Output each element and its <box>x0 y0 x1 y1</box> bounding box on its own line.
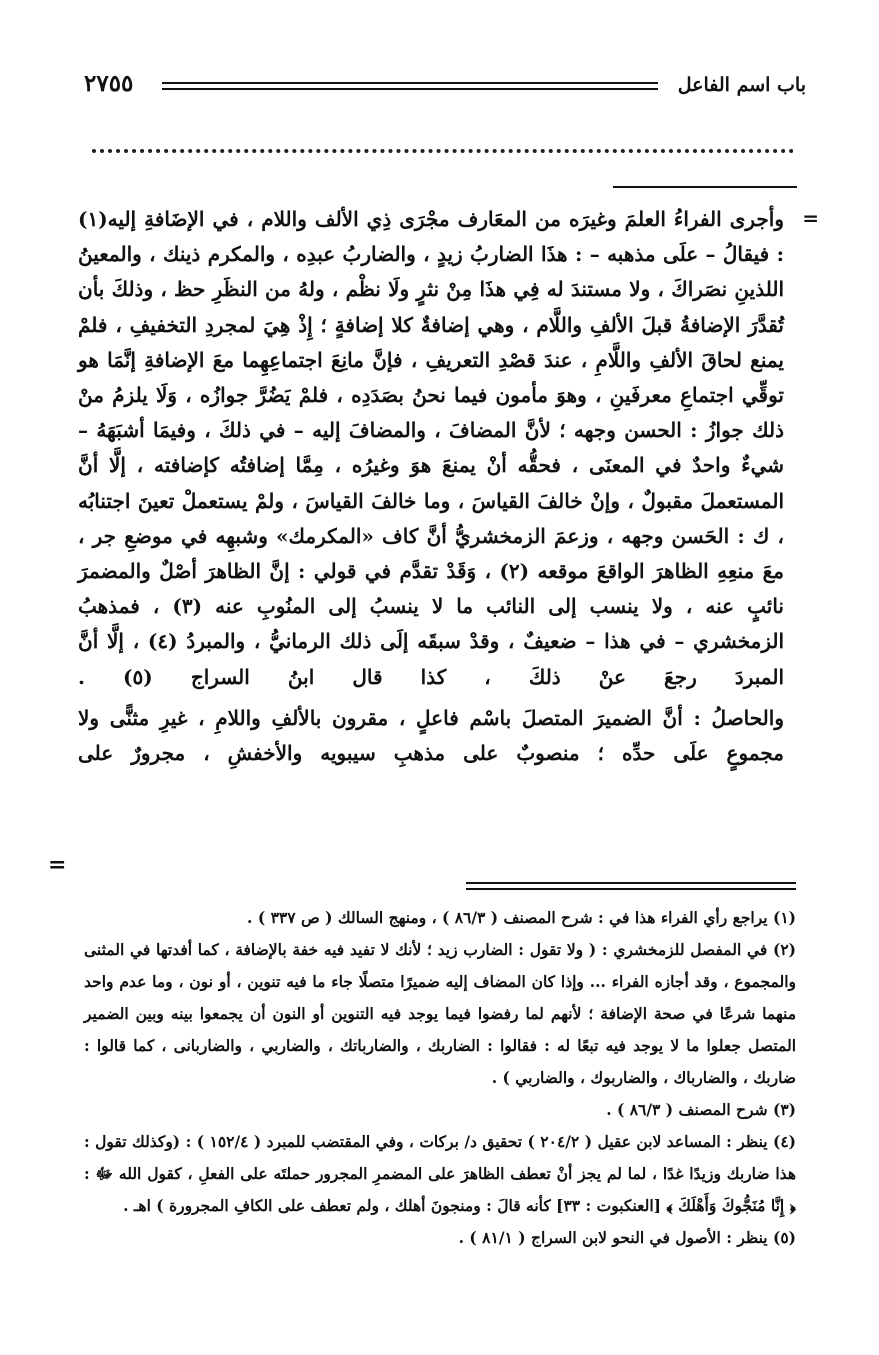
body-paragraph-1: وأجرى الفراءُ العلمَ وغيرَه من المعَارف مجْرَى ذِي الألف واللام ، في الإضَافةِ إليه(١) : فيقالُ – علَى مذهبه – : هذَا الضاربُ زيدٍ ، والضاربُ عبدِه ، والمكرم ذينك ، والمعينُ اللذينِ نصَراكَ ، ولا مستندَ له فِي هذَا مِنْ نثرٍ ولَا نظْم ، ولهُ من النظَرِ حظ ، وذلكَ بأن تُقدَّرَ الإضافةُ قبلَ الألفِ واللَّام ، وهي إضافةٌ كلا إضافةٍ ؛ إِذْ هِيَ لمجردِ التخفيفِ ، فلمْ يمنع لحاقَ الألفِ واللَّامِ ، عندَ قصْدِ التعريفِ ، فإنَّ مانِعَ اجتماعِهِما معَ الإضافةِ إنَّمَا هو توقِّي اجتماعِ معرفَينِ ، وهوَ مأمون فيما نحنُ بصَدَدِه ، فلمْ يَضُرَّ جوازُه ، وَلَا يلزمُ منْ ذلك جوازُ : الحسن وجهه ؛ لأنَّ المضافَ ، والمضافَ إليه – في ذلكَ ، وفيمَا أشبَهَهُ – شيءٌ واحدٌ في المعنَى ، فحقُّه أنْ يمنعَ هوَ وغيرُه ، مِمَّا إضافتُه كإضافته ، إلَّا أنَّ المستعملَ مقبولٌ ، وإنْ خالفَ القياسَ ، وما خالفَ القياسَ ، ولمْ يستعملْ تعينَ اجتنابُه ، ك : الحَسن وجهه ، وزعمَ الزمخشريُّ أنَّ كاف «المكرمك» وشبهِه في موضعِ جر ، معَ منعِهِ الظاهرَ الواقعَ موقعه (٢) ، وَقَدْ تقدَّم في قولي : إنَّ الظاهرَ أصْلٌ والمضمرَ نائبٍ عنه ، ولا ينسب إلى النائب ما لا ينسبُ إلى المنُوبِ عنه (٣) ، فمذهبُ الزمخشري – في هذا – ضعيفٌ ، وقدْ سبقَه إلَى ذلك الرمانيُّ ، والمبردُ (٤) ، إلَّا أنَّ المبردَ رجعَ عنْ ذلكَ ، كذا قال ابنُ السراج (٥) . <box>78 207 785 689</box>
section-rule <box>613 186 797 188</box>
chapter-title: باب اسم الفاعل <box>677 74 806 96</box>
continuation-mark: = <box>802 206 819 230</box>
dotted-separator <box>92 149 794 153</box>
running-header <box>84 70 806 110</box>
footnote-5: (٥) ينظر : الأصول في النحو لابن السراج ( ٨١/١ ) . <box>458 1228 796 1247</box>
body-paragraph-2 <box>78 701 784 771</box>
main-text <box>78 202 784 771</box>
footnote-separator <box>466 882 796 890</box>
continuation-end-mark: = <box>48 852 67 878</box>
footnote-3: (٣) شرح المصنف ( ٨٦/٣ ) . <box>606 1100 796 1119</box>
summary-text: : أنَّ الضميرَ المتصلَ باسْم فاعلٍ ، مقرون بالألفِ واللامِ ، غيرِ مثنًّى ولا مجموعٍ علَى حدِّه ؛ منصوبٌ على مذهبِ سيبويه والأخفشِ ، مجرورٌ على <box>78 705 784 766</box>
footnote-4: (٤) ينظر : المساعد لابن عقيل ( ٢٠٤/٢ ) تحقيق د/ بركات ، وفي المقتضب للمبرد ( ١٥٢/٤ ) : (وكذلك تقول : هذا ضاربك وزيدًا غدًا ، لما لم يجز أنْ تعطف الظاهرَ على المضمرِ المجرور حملتَه على الفعلِ ، كقول الله ﷻ : ﴿ إِنَّا مُنَجُّوكَ وَأَهْلَكَ ﴾ [العنكبوت : ٣٣] كأنه قالَ : ومنجونَ أهلك ، ولم تعطف على الكافِ المجرورة ) اهـ . <box>84 1132 796 1215</box>
summary-lead: والحاصلُ <box>711 705 784 730</box>
header-double-rule <box>162 82 658 90</box>
footnotes <box>84 902 796 1254</box>
footnote-2: (٢) في المفصل للزمخشري : ( ولا تقول : الضارب زيد ؛ لأنك لا تفيد فيه خفة بالإضافة ، كما أفدتها في المثنى والمجموع ، وقد أجازه الفراء ... وإذا كان المضاف إليه ضميرًا متصلًا جاء ما فيه تنوين ، أو نون ، وما عدم واحد منهما شرعًا في صحة الإضافة ؛ لأنهم لما رفضوا فيما يوجد فيه التنوين أو النون أن يجمعوا بينه وبين الضمير المتصل جعلوا ما لا يوجد فيه تبعًا له : فقالوا : الضاربك ، والضارباتك ، والضاربي ، والضاربانى ، كما قالوا : ضاربك ، والضارباك ، والضاربوك ، والضاربي ) . <box>84 940 796 1087</box>
footnote-1: (١) يراجع رأي الفراء هذا في : شرح المصنف ( ٨٦/٣ ) ، ومنهج السالك ( ص ٣٣٧ ) . <box>247 908 796 927</box>
page-number: ٢٧٥٥ <box>84 70 134 97</box>
